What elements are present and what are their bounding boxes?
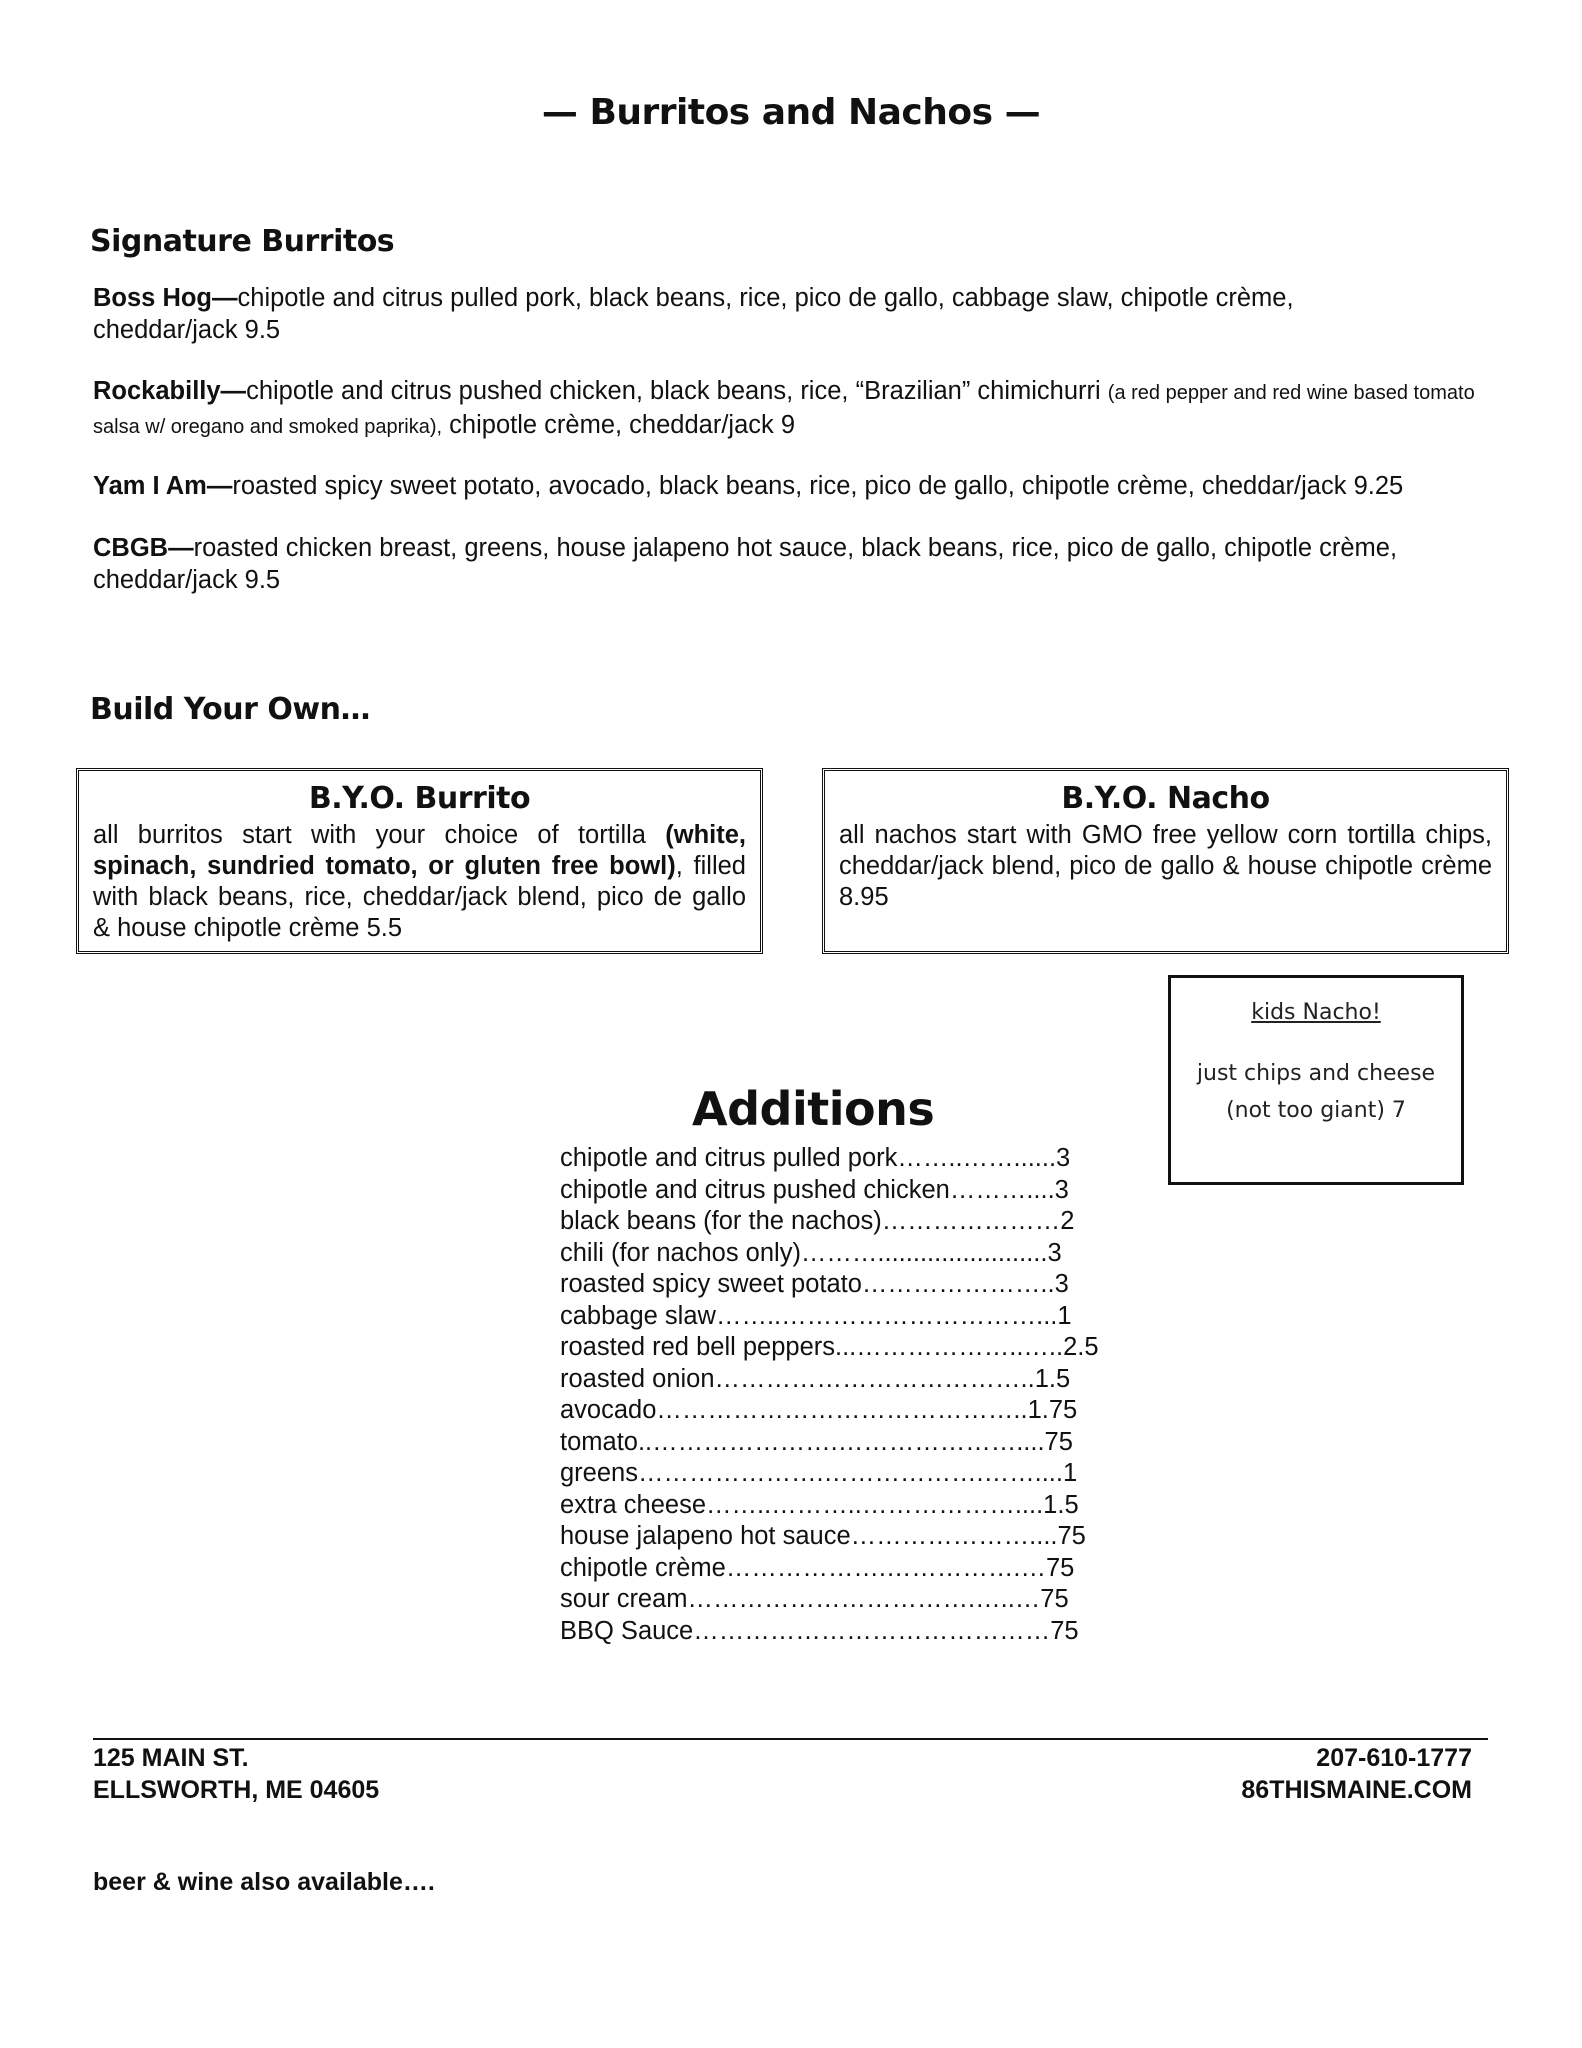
item-name: Boss Hog— bbox=[93, 284, 238, 312]
item-description: roasted spicy sweet potato, avocado, black beans, rice, pico de gallo, chipotle crème, cheddar/jack 9.25 bbox=[232, 472, 1404, 500]
address-city: ELLSWORTH, ME 04605 bbox=[93, 1776, 380, 1804]
list-item: roasted spicy sweet potato…………………..3 bbox=[560, 1270, 1069, 1298]
footer-address bbox=[93, 1742, 379, 1806]
menu-item-boss-hog bbox=[93, 282, 1493, 346]
item-name: Yam I Am— bbox=[93, 472, 233, 500]
footer-note: beer & wine also available…. bbox=[93, 1868, 435, 1896]
kids-nacho-box bbox=[1168, 975, 1464, 1185]
list-item: cabbage slaw……..…………………………...1 bbox=[560, 1301, 1072, 1330]
list-item: house jalapeno hot sauce…………………....75 bbox=[560, 1522, 1086, 1550]
signature-burritos-heading: Signature Burritos bbox=[90, 224, 395, 259]
kids-nacho-description: just chips and cheese bbox=[1196, 1061, 1436, 1086]
footer-divider bbox=[93, 1738, 1488, 1740]
item-description-cont: cheddar/jack 9.5 bbox=[93, 566, 281, 594]
list-item: roasted red bell peppers...………………..…..2.5 bbox=[560, 1333, 1099, 1361]
additions-list bbox=[560, 1143, 1120, 1647]
item-description-cont: cheddar/jack 9.5 bbox=[93, 316, 281, 344]
list-item: sour cream…………………………….…..…75 bbox=[560, 1585, 1069, 1613]
build-your-own-heading: Build Your Own… bbox=[90, 692, 370, 727]
item-description-cont: chipotle crème, cheddar/jack 9 bbox=[442, 411, 796, 439]
list-item: roasted onion………………………………..1.5 bbox=[560, 1364, 1071, 1393]
kids-nacho-price: (not too giant) 7 bbox=[1226, 1098, 1406, 1123]
item-name: Rockabilly— bbox=[93, 377, 247, 405]
menu-item-yam-i-am bbox=[93, 470, 1493, 502]
item-description: chipotle and citrus pushed chicken, black beans, rice, “Brazilian” chimichurri bbox=[246, 377, 1108, 405]
address-street: 125 MAIN ST. bbox=[93, 1744, 249, 1772]
byo-burrito-box bbox=[76, 768, 763, 954]
page-title: — Burritos and Nachos — bbox=[541, 92, 1041, 133]
tortilla-options: (white, spinach, sundried tomato, or gluten free bowl) bbox=[93, 821, 746, 880]
kids-nacho-title: kids Nacho! bbox=[1251, 1000, 1381, 1025]
byo-nacho-box bbox=[822, 768, 1509, 954]
list-item: greens………………….……………….……....1 bbox=[560, 1459, 1078, 1487]
list-item: chipotle and citrus pulled pork……..……......3 bbox=[560, 1144, 1071, 1172]
item-note: (a red pepper and red wine based tomato salsa w/ oregano and smoked paprika), bbox=[93, 382, 1475, 438]
byo-nacho-description: all nachos start with GMO free yellow corn tortilla chips, cheddar/jack blend, pico de gallo & house chipotle crème 8.95 bbox=[839, 821, 1492, 911]
list-item: tomato..………………….…………………....75 bbox=[560, 1427, 1073, 1456]
item-description: roasted chicken breast, greens, house jalapeno hot sauce, black beans, rice, pico de gallo, chipotle crème, bbox=[193, 534, 1398, 562]
website: 86THISMAINE.COM bbox=[1241, 1776, 1472, 1804]
item-description: chipotle and citrus pulled pork, black beans, rice, pico de gallo, cabbage slaw, chipotle crème, bbox=[237, 284, 1294, 312]
byo-burrito-description bbox=[93, 820, 746, 944]
footer-contact bbox=[1241, 1742, 1472, 1806]
list-item: extra cheese……..………..………………....1.5 bbox=[560, 1490, 1079, 1519]
byo-burrito-text: all burritos start with your choice of tortilla bbox=[93, 821, 666, 849]
byo-nacho-title: B.Y.O. Nacho bbox=[1061, 781, 1270, 816]
phone-number: 207-610-1777 bbox=[1316, 1744, 1472, 1772]
menu-item-rockabilly bbox=[93, 375, 1493, 443]
list-item: chili (for nachos only)………........................3 bbox=[560, 1238, 1062, 1267]
item-name: CBGB— bbox=[93, 534, 194, 562]
list-item: avocado……………………………………..1.75 bbox=[560, 1396, 1078, 1424]
list-item: black beans (for the nachos)…………………2 bbox=[560, 1207, 1075, 1235]
list-item: BBQ Sauce……………………………………75 bbox=[560, 1616, 1079, 1645]
list-item: chipotle and citrus pushed chicken………....3 bbox=[560, 1175, 1069, 1204]
byo-burrito-text-cont: , filled with black beans, rice, cheddar/jack blend, pico de gallo & house chipotle crème 5.5 bbox=[93, 852, 746, 942]
additions-heading: Additions bbox=[692, 1082, 935, 1136]
menu-item-cbgb bbox=[93, 532, 1493, 596]
list-item: chipotle crème……………….…………….…75 bbox=[560, 1553, 1075, 1582]
byo-burrito-title: B.Y.O. Burrito bbox=[308, 781, 531, 816]
